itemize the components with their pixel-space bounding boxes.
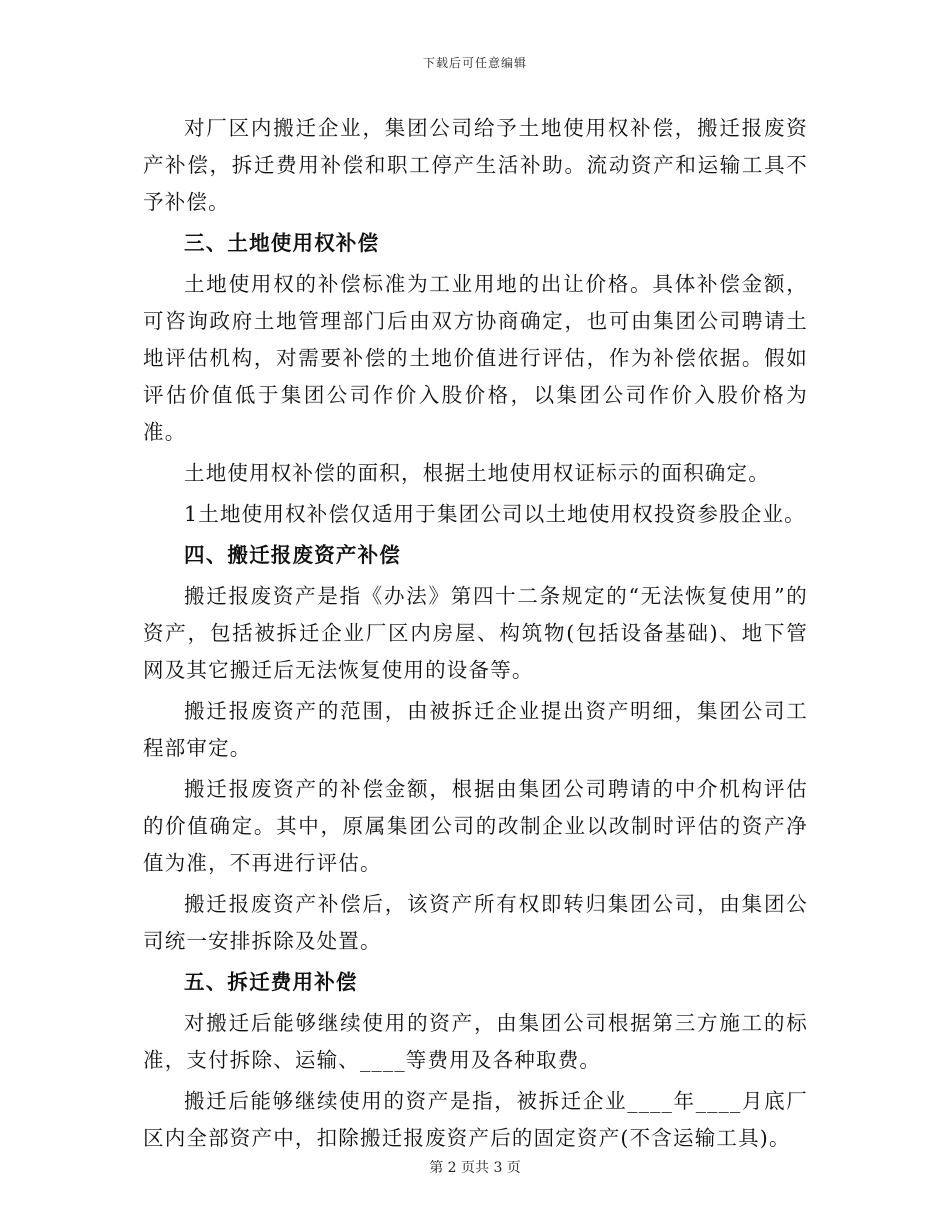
paragraph-reusable-definition: 搬迁后能够继续使用的资产是指，被拆迁企业____年____月底厂区内全部资产中，扣除搬迁报废资产后的固定资产(不含运输工具)。	[143, 1089, 808, 1150]
page-number: 第 2 页共 3 页	[429, 1160, 521, 1176]
paragraph-scrapped-definition: 搬迁报废资产是指《办法》第四十二条规定的“无法恢复使用”的资产，包括被拆迁企业厂区内房屋、构筑物(包括设备基础)、地下管网及其它搬迁后无法恢复使用的设备等。	[143, 584, 808, 682]
paragraph-scrapped-scope: 搬迁报废资产的范围，由被拆迁企业提出资产明细，集团公司工程部审定。	[143, 699, 808, 760]
page-header: 下载后可任意编辑	[422, 56, 527, 70]
paragraph-relocation-payment: 对搬迁后能够继续使用的资产，由集团公司根据第三方施工的标准，支付拆除、运输、____等费用及各种取费。	[143, 1011, 808, 1072]
paragraph-land-applicability: 1土地使用权补偿仅适用于集团公司以土地使用权投资参股企业。	[184, 502, 806, 526]
document-body	[143, 110, 808, 1161]
paragraph-scrapped-ownership: 搬迁报废资产补偿后，该资产所有权即转归集团公司，由集团公司统一安排拆除及处置。	[143, 892, 808, 953]
paragraph-scrapped-amount: 搬迁报废资产的补偿金额，根据由集团公司聘请的中介机构评估的价值确定。其中，原属集团公司的改制企业以改制时评估的资产净值为准，不再进行评估。	[143, 777, 808, 875]
paragraph-land-standard: 土地使用权的补偿标准为工业用地的出让价格。具体补偿金额，可咨询政府土地管理部门后由双方协商确定，也可由集团公司聘请土地评估机构，对需要补偿的土地价值进行评估，作为补偿依据。假如评估价值低于集团公司作价入股价格，以集团公司作价入股价格为准。	[143, 272, 808, 444]
section-heading-relocation-costs: 五、拆迁费用补偿	[184, 970, 358, 994]
paragraph-compensation-scope: 对厂区内搬迁企业，集团公司给予土地使用权补偿，搬迁报废资产补偿，拆迁费用补偿和职工停产生活补助。流动资产和运输工具不予补偿。	[143, 116, 808, 214]
section-heading-scrapped-assets: 四、搬迁报废资产补偿	[184, 543, 401, 567]
section-heading-land-use: 三、土地使用权补偿	[184, 231, 380, 255]
paragraph-land-area: 土地使用权补偿的面积，根据土地使用权证标示的面积确定。	[184, 461, 770, 485]
